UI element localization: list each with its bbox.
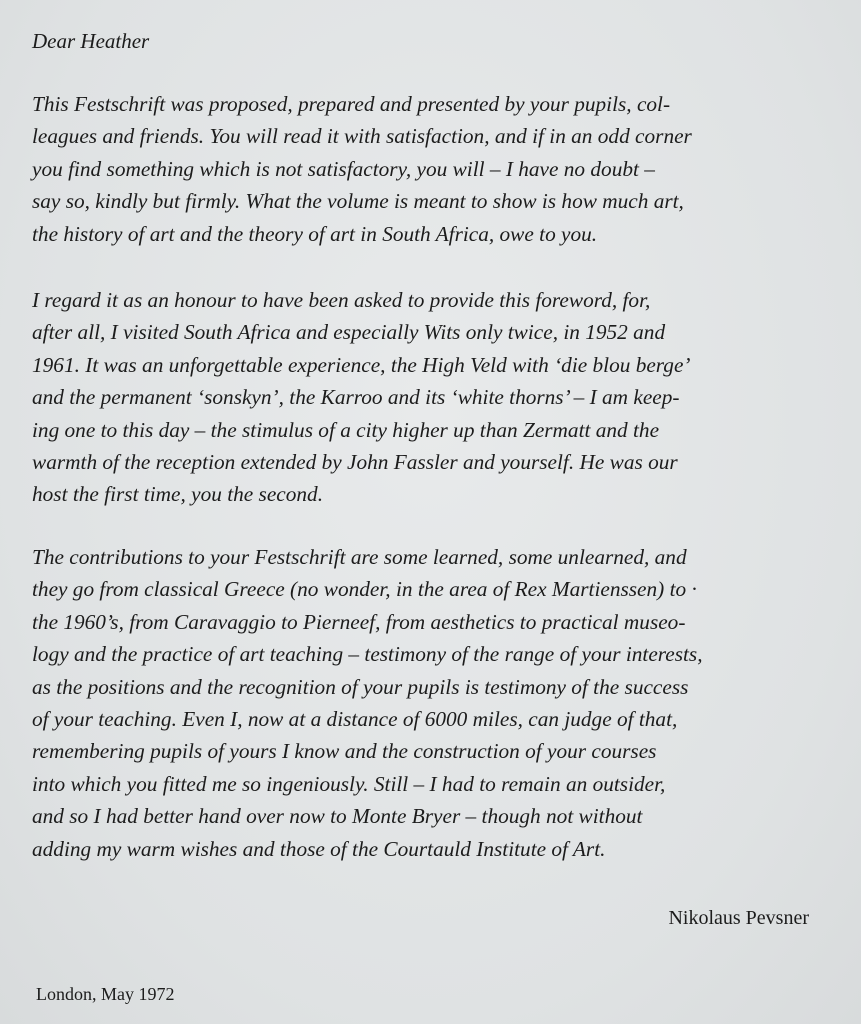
paragraph-line: the 1960’s, from Caravaggio to Pierneef, from aesthetics to practical museo-	[32, 609, 686, 634]
paragraph-line: you find something which is not satisfactory, you will – I have no doubt –	[32, 156, 655, 181]
paragraph-line: leagues and friends. You will read it with satisfaction, and if in an odd corner	[32, 124, 692, 149]
paragraph-1	[32, 88, 692, 250]
paragraph-line: they go from classical Greece (no wonder, in the area of Rex Martienssen) to ·	[32, 577, 697, 602]
paragraph-line: as the positions and the recognition of your pupils is testimony of the success	[32, 674, 689, 699]
paragraph-line: say so, kindly but firmly. What the volume is meant to show is how much art,	[32, 189, 684, 214]
paragraph-2	[32, 284, 691, 511]
paragraph-line: 1961. It was an unforgettable experience, the High Veld with ‘die blou berge’	[32, 352, 691, 377]
paragraph-line: adding my warm wishes and those of the Courtauld Institute of Art.	[32, 836, 606, 861]
paragraph-line: host the first time, you the second.	[32, 482, 324, 507]
paragraph-3	[32, 541, 703, 865]
signature: Nikolaus Pevsner	[668, 907, 809, 929]
paragraph-line: logy and the practice of art teaching – testimony of the range of your interests,	[32, 642, 703, 667]
paragraph-line: I regard it as an honour to have been asked to provide this foreword, for,	[32, 288, 651, 312]
paragraph-line: of your teaching. Even I, now at a distance of 6000 miles, can judge of that,	[32, 707, 678, 732]
paragraph-line: remembering pupils of yours I know and the construction of your courses	[32, 739, 657, 764]
paragraph-line: into which you fitted me so ingeniously. Still – I had to remain an outsider,	[32, 771, 666, 796]
paragraph-line: and the permanent ‘sonskyn’, the Karroo and its ‘white thorns’ – I am keep-	[32, 385, 680, 410]
place-date: London, May 1972	[36, 984, 175, 1004]
paragraph-line: ing one to this day – the stimulus of a city higher up than Zermatt and the	[32, 417, 660, 442]
paragraph-line: warmth of the reception extended by John Fassler and yourself. He was our	[32, 450, 678, 475]
paragraph-line: The contributions to your Festschrift are some learned, some unlearned, and	[32, 545, 687, 569]
paragraph-line: and so I had better hand over now to Monte Bryer – though not without	[32, 804, 643, 829]
paragraph-line: the history of art and the theory of art in South Africa, owe to you.	[32, 221, 598, 246]
paragraph-line: This Festschrift was proposed, prepared and presented by your pupils, col-	[32, 92, 671, 116]
salutation: Dear Heather	[32, 29, 150, 53]
paragraph-line: after all, I visited South Africa and especially Wits only twice, in 1952 and	[32, 320, 666, 345]
